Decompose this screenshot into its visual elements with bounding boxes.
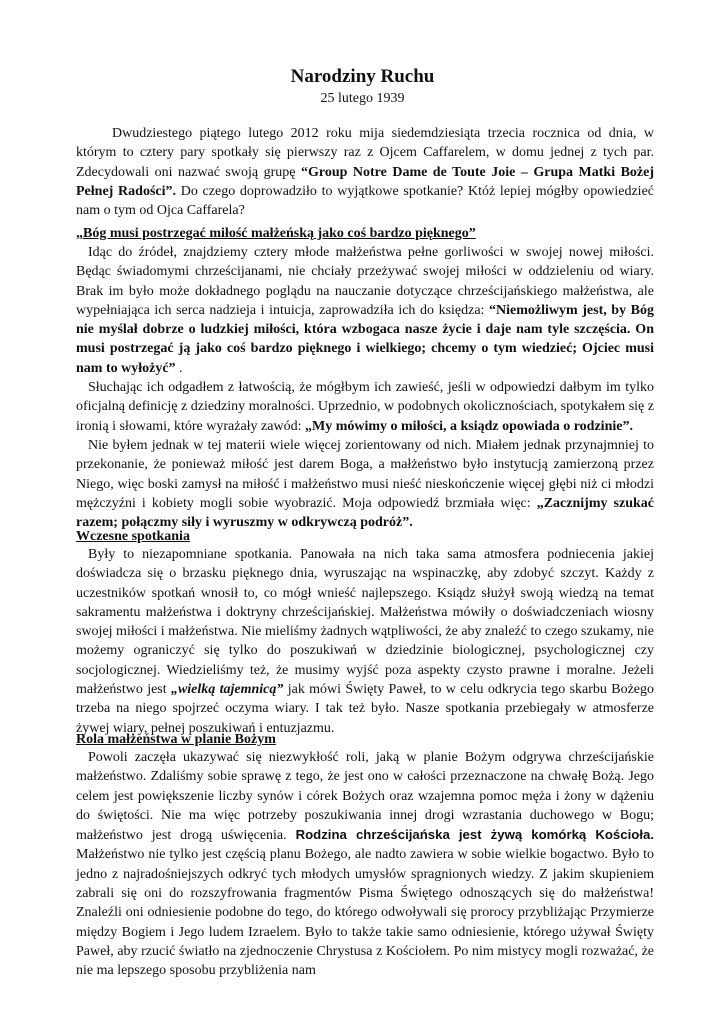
intro-text-1: Dwudziestego piątego lutego 2012 roku mija siedemdziesiąta trzecia rocznica od dnia, w którym to cztery pary spotkały się pierwszy raz z Ojcem Caffarelem, w domu jednej z tych par. Zdecydowali oni nazwać swoją grupę	[76, 126, 654, 180]
quote-answer: „Zacznijmy szukać razem; połączmy siły i wyruszmy w odkrywczą podróż”.	[76, 495, 655, 531]
section-1-text-d: Słuchając ich odgadłem z łatwością, że mógłbym ich zawieść, jeśli w odpowiedzi dałbym im tylko oficjalną definicję z dziedziny moralności. Uprzednio, w podobnych okolicznościach, spotykałem się z ironią i słowami, które wyrażały zawód:	[76, 380, 654, 434]
section-3-text-c: Małżeństwo nie tylko jest częścią planu Bożego, ale nadto zawiera w sobie wielkie bogactwo. Było to jedno z najradośniejszych odkryć tych młodych umysłów spragnionych wiedzy. Z jakim skupieniem zabrali się oni do rozszyfrowania fragmentów Pisma Świętego odnoszących się do małżeństwa! Znaleźli oni odniesienie podobne do tego, do którego odwoływali się prorocy przybliżając Przymierze między Bogiem i Jego ludem Izraelem. Było to także takie samo odniesienie, którego używał Święty Paweł, aby rzucić światło na zjednoczenie Chrystusa z Kościołem. Po nim mistycy mogli rozważać, że nie ma lepszego sposobu przybliżenia nam	[76, 847, 654, 979]
section-1-paragraph-3	[76, 436, 654, 532]
section-1-body	[76, 243, 654, 532]
section-heading-1: „Bóg musi postrzegać miłość małżeńską jako coś bardzo pięknego”	[76, 226, 476, 241]
quote-couples: “Niemożliwym jest, by Bóg nie myślał dobrze o ludzkiej miłości, która wzbogaca nasze życie i daje nam tyle szczęścia. On musi postrzegać ją jako coś bardzo pięknego i wielkiego; chcemy o tym wiedzieć; Ojciec musi nam to wyłożyć”	[76, 302, 654, 376]
section-2-body	[76, 545, 654, 738]
section-3-text-a: Powoli zaczęła ukazywać się niezwykłość roli, jaką w planie Bożym odgrywa chrześcijańskie małżeństwo. Zdaliśmy sobie sprawę z tego, że jest ono w całości przeznaczone na chwałę Bożą. Jego celem jest powiększenie liczby synów i córek Bożych oraz wzajemna pomoc męża i żony w dążeniu do świętości. Nie ma więc potrzeby poszukiwania innej drogi wzrastania duchowego w Bogu; małżeństwo jest drogą uświęcenia.	[76, 750, 654, 844]
section-2-paragraph	[76, 545, 654, 738]
intro-paragraph	[76, 124, 654, 220]
intro-text-2: Do czego doprowadziło to wyjątkowe spotkanie? Któż lepiej mógłby opowiedzieć nam o tym od Ojca Caffarela?	[76, 183, 654, 219]
section-1-text-a: Idąc do źródeł, znajdziemy cztery młode małżeństwa pełne gorliwości w swojej nowej miłości. Będąc świadomymi chrześcijanami, nie chciały przeżywać swojej miłości w oddzieleniu od wiary. Brak im było może dokładnego poglądu na nauczanie dotyczące chrześcijańskiego małżeństwa, ale wypełniająca ich serca nadzieja i intuicja, zaprowadziła ich do księdza:	[76, 245, 654, 318]
quote-disappointment: „My mówimy o miłości, a ksiądz opowiada o rodzinie”.	[304, 418, 633, 434]
quote-great-mystery: „wielką tajemnicą”	[170, 682, 284, 698]
section-3-body	[76, 748, 654, 981]
section-1-paragraph-2	[76, 378, 654, 436]
section-heading-3: Rola małżeństwa w planie Bożym	[76, 732, 276, 747]
section-1-text-e: Nie byłem jednak w tej materii wiele więcej zorientowany od nich. Miałem jednak przynajmniej to przekonanie, że ponieważ miłość jest darem Boga, a małżeństwo było instytucją zamierzoną przez Niego, więc boski zamysł na miłość i małżeństwo musi nieść nieskończenie więcej głębi niż ci młodzi mężczyźni i kobiety mogli sobie wyobrazić. Moja odpowiedź brzmiała więc:	[76, 437, 654, 511]
quote-living-cell: Rodzina chrześcijańska jest żywą komórką Kościoła.	[295, 827, 654, 843]
section-1-paragraph-1	[76, 243, 654, 378]
section-2-text-c: jak mówi Święty Paweł, to w celu odkrycia tego skarbu Bożego trzeba na niego spojrzeć oczyma wiary. I tak też było. Nasze spotkania przebiegały w atmosferze żywej wiary, pełnej poszukiwań i entuzjazmu.	[76, 682, 655, 736]
section-3-paragraph	[76, 748, 654, 981]
section-1-text-c: .	[175, 360, 183, 376]
document-date: 25 lutego 1939	[320, 91, 405, 106]
section-heading-2: Wczesne spotkania	[76, 529, 190, 544]
section-2-text-a: Były to niezapomniane spotkania. Panowała na nich taka sama atmosfera podniecenia jakiej doświadcza się o brzasku pięknego dnia, wyruszając na wspinaczkę, aby zdobyć szczyt. Każdy z uczestników spotkań wnosił to, co mógł wnieść najlepszego. Ksiądz służył swoją wiedzą na temat sakramentu małżeństwa i doktryny chrześcijańskiej. Małżeństwa mówiły o doświadczeniach wiosny swojej miłości i małżeństwa. Nie mieliśmy żadnych wątpliwości, że aby znaleźć to czego szukamy, nie możemy ograniczyć się tylko do poszukiwań w dziedzinie biologicznej, psychologicznej czy socjologicznej. Wiedzieliśmy też, że musimy wyjść poza aspekty czysto prawne i moralne. Jeżeli małżeństwo jest	[76, 547, 654, 698]
document-title: Narodziny Ruchu	[290, 66, 435, 87]
group-name: “Group Notre Dame de Toute Joie – Grupa Matki Bożej Pełnej Radości”.	[76, 164, 655, 199]
